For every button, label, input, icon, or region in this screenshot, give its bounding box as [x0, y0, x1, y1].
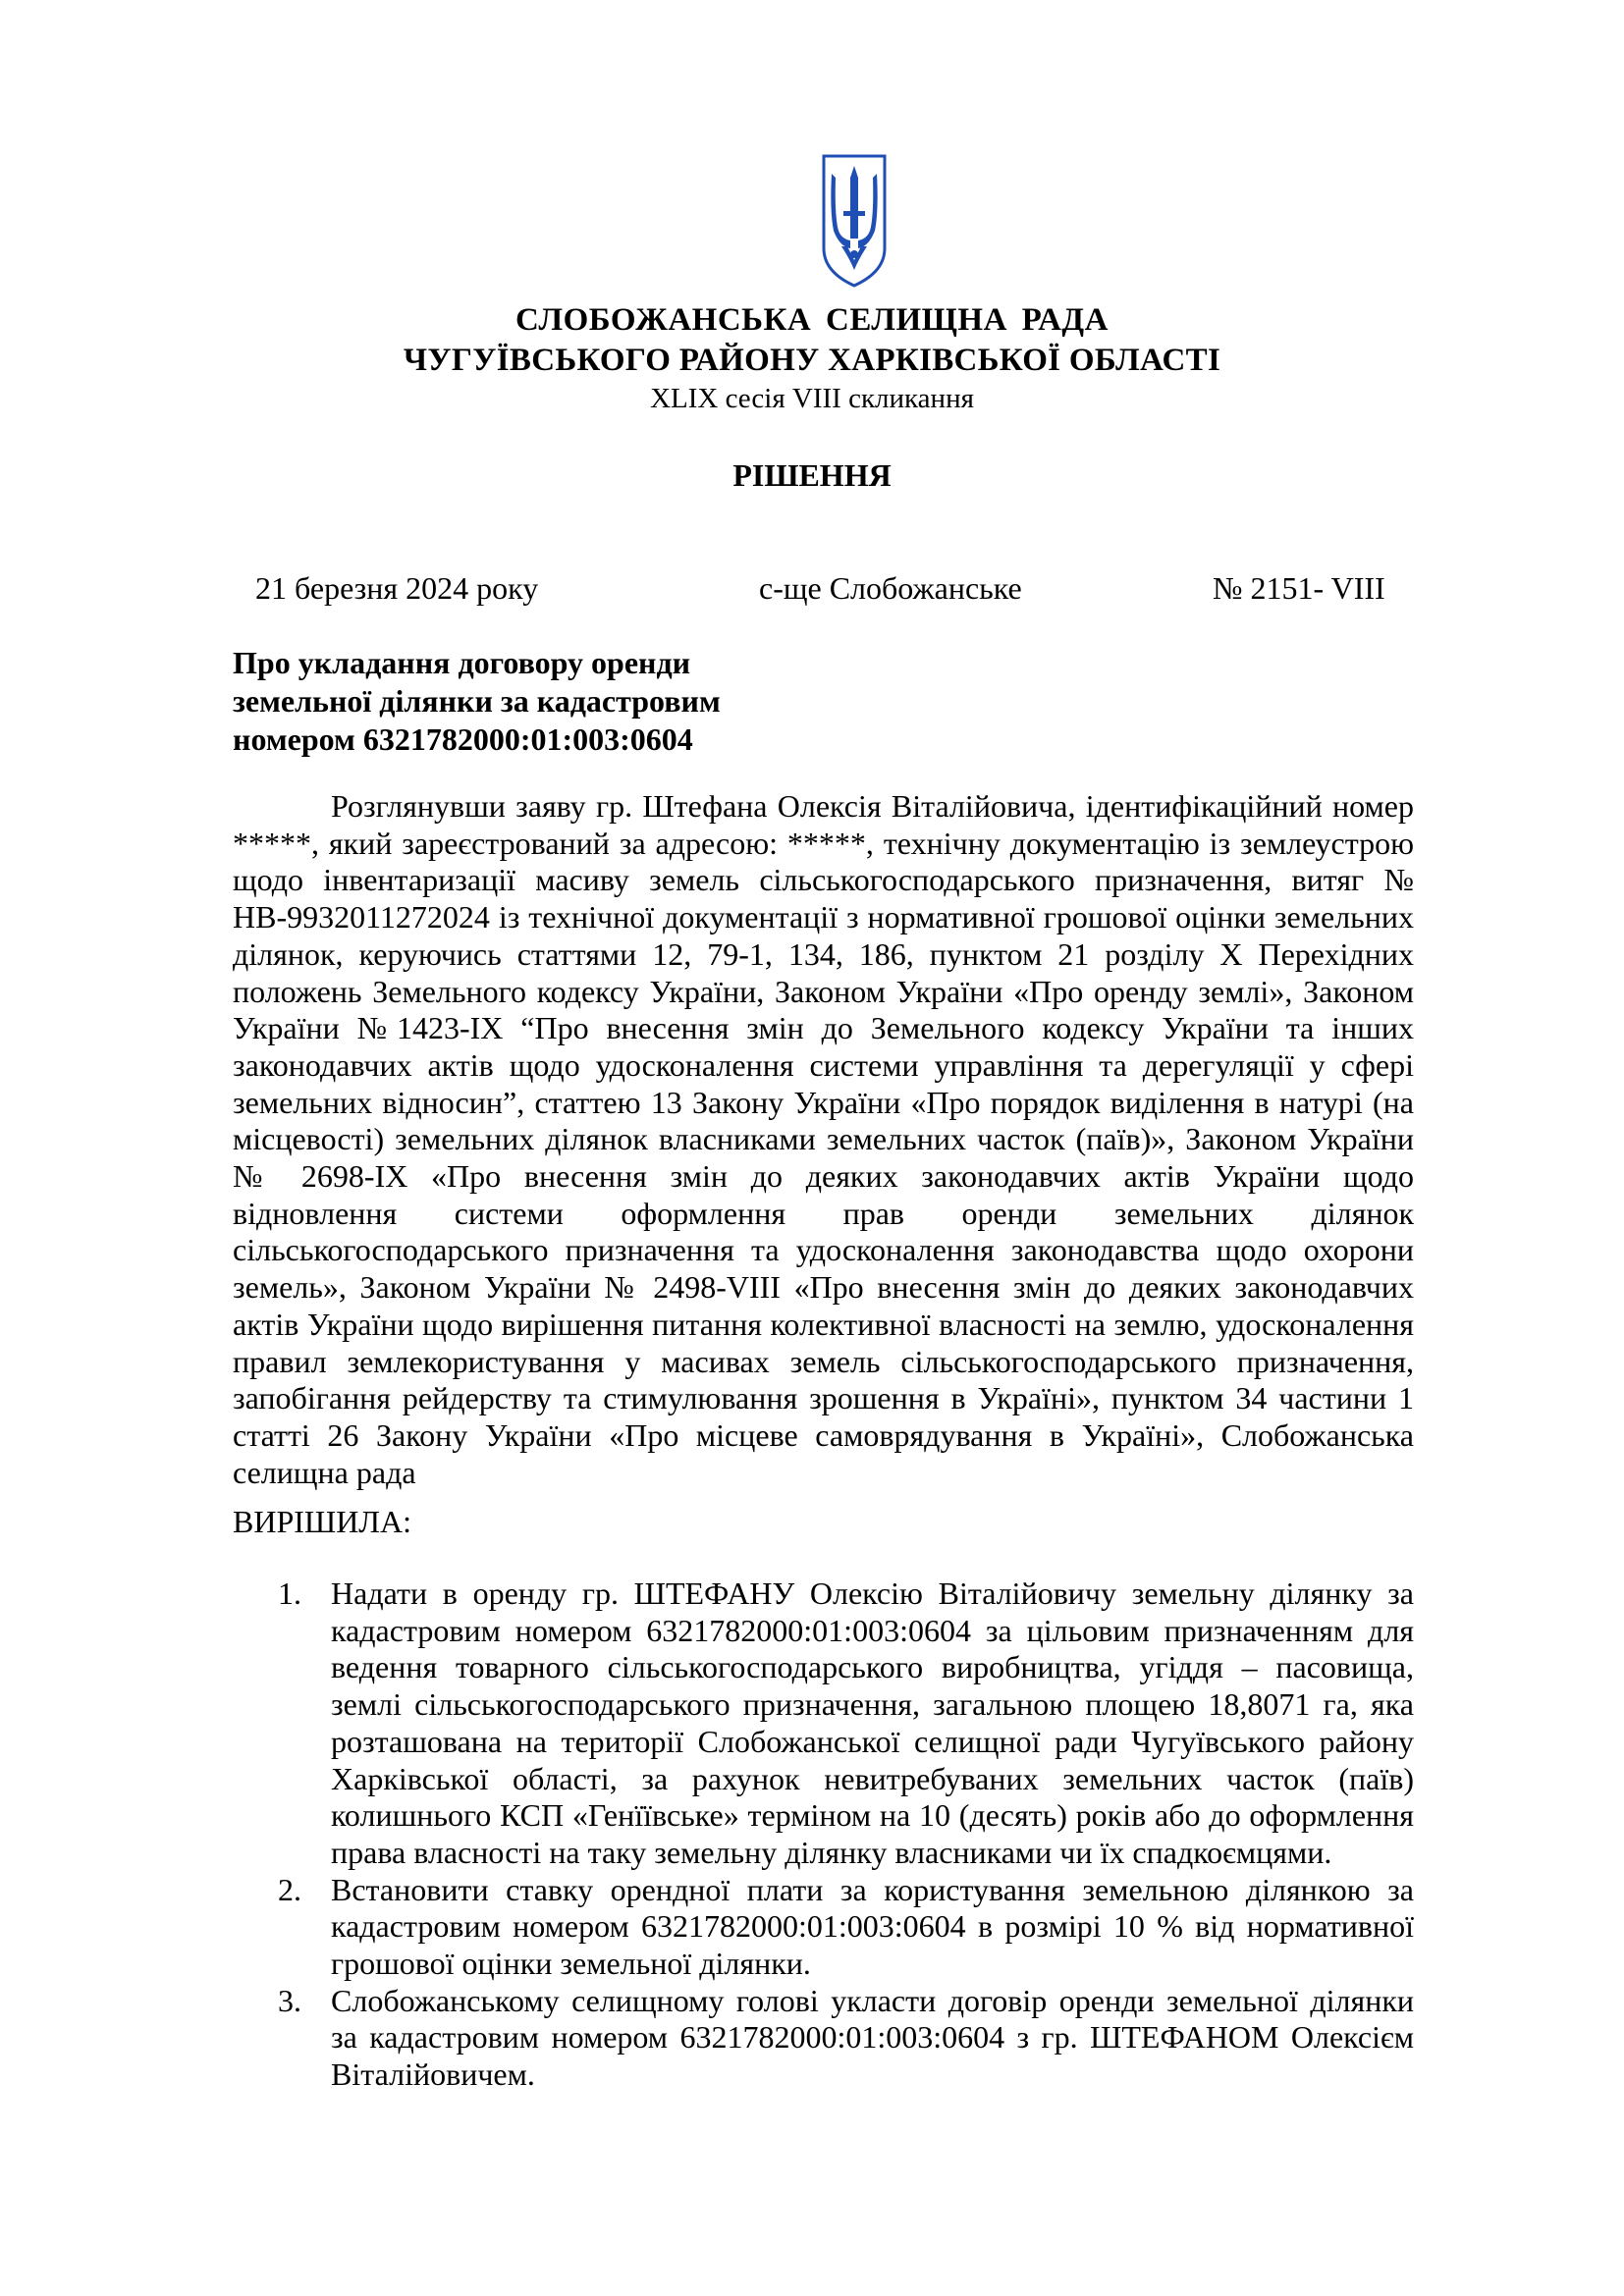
subject-line: земельної ділянки за кадастровим — [233, 683, 721, 719]
item-number: 1. — [278, 1575, 301, 1611]
item-number: 3. — [278, 1982, 301, 2018]
decision-subject — [233, 644, 783, 759]
decision-items — [233, 1575, 1414, 2094]
decision-item — [233, 1983, 1414, 2094]
decision-place: с-ще Слобожанське — [759, 570, 1022, 606]
decision-date: 21 березня 2024 року — [255, 570, 539, 606]
document-type: РІШЕННЯ — [732, 457, 892, 493]
district-title: ЧУГУЇВСЬКОГО РАЙОНУ ХАРКІВСЬКОЇ ОБЛАСТІ — [403, 343, 1221, 378]
preamble-paragraph: Розглянувши заяву гр. Штефана Олексія Віталійовича, ідентифікаційний номер *****, який зареєстрований за адресою: *****, технічну документацію із землеустрою щодо інвентаризації масиву земель сільськогосподарського призначення, витяг № НВ-9932011272024 із технічної документації з нормативної грошової оцінки земельних ділянок, керуючись статтями 12, 79-1, 134, 186, пунктом 21 розділу Х Перехідних положень Земельного кодексу України, Законом України «Про оренду землі», Законом України №1423-IX “Про внесення змін до Земельного кодексу України та інших законодавчих актів щодо удосконалення системи управління та дерегуляції у сфері земельних відносин”, статтею 13 Закону України «Про порядок виділення в натурі (на місцевості) земельних ділянок власниками земельних часток (паїв)», Законом України № 2698-IX «Про внесення змін до деяких законодавчих актів України щодо відновлення системи оформлення прав оренди земельних ділянок сільськогосподарського призначення та удосконалення законодавства щодо охорони земель», Законом України № 2498-VIII «Про внесення змін до деяких законодавчих актів України щодо вирішення питання колективної власності на землю, удосконалення правил землекористування у масивах земель сільськогосподарського призначення, запобігання рейдерству та стимулювання зрошення в Україні», пунктом 34 частини 1 статті 26 Закону України «Про місцеве самоврядування в Україні», Слобожанська селищна рада — [233, 788, 1414, 1490]
preamble — [233, 788, 1414, 1491]
subject-line: Про укладання договору оренди — [233, 645, 691, 680]
decided-label: ВИРІШИЛА: — [233, 1504, 411, 1539]
decision-item — [233, 1575, 1414, 1872]
decision-number: № 2151- VIII — [1213, 570, 1385, 606]
council-title: СЛОБОЖАНСЬКА СЕЛИЩНА РАДА — [515, 302, 1109, 338]
subject-line: номером 6321782000:01:003:0604 — [233, 721, 693, 757]
decision-item — [233, 1872, 1414, 1983]
coat-of-arms-icon — [820, 152, 889, 290]
item-text: Встановити ставку орендної плати за користування земельною ділянкою за кадастровим номером 6321782000:01:003:0604 в розмірі 10 % від нормативної грошової оцінки земельної ділянки. — [331, 1871, 1414, 1982]
item-number: 2. — [278, 1871, 301, 1907]
item-text: Слобожанському селищному голові укласти договір оренди земельної ділянки за кадастровим номером 6321782000:01:003:0604 з гр. ШТЕФАНОМ Олексієм Віталійовичем. — [331, 1982, 1414, 2093]
session-line: XLIX сесія VIII скликання — [650, 383, 974, 414]
item-text: Надати в оренду гр. ШТЕФАНУ Олексію Віталійовичу земельну ділянку за кадастровим номером 6321782000:01:003:0604 за цільовим призначенням для ведення товарного сільськогосподарського виробництва, угіддя – пасовища, землі сільськогосподарського призначення, загальною площею 18,8071 га, яка розташована на території Слобожанської селищної ради Чугуївського району Харківської області, за рахунок невитребуваних земельних часток (паїв) колишнього КСП «Генїївське» терміном на 10 (десять) років або до оформлення права власності на таку земельну ділянку власниками чи їх спадкоємцями. — [331, 1575, 1414, 1870]
